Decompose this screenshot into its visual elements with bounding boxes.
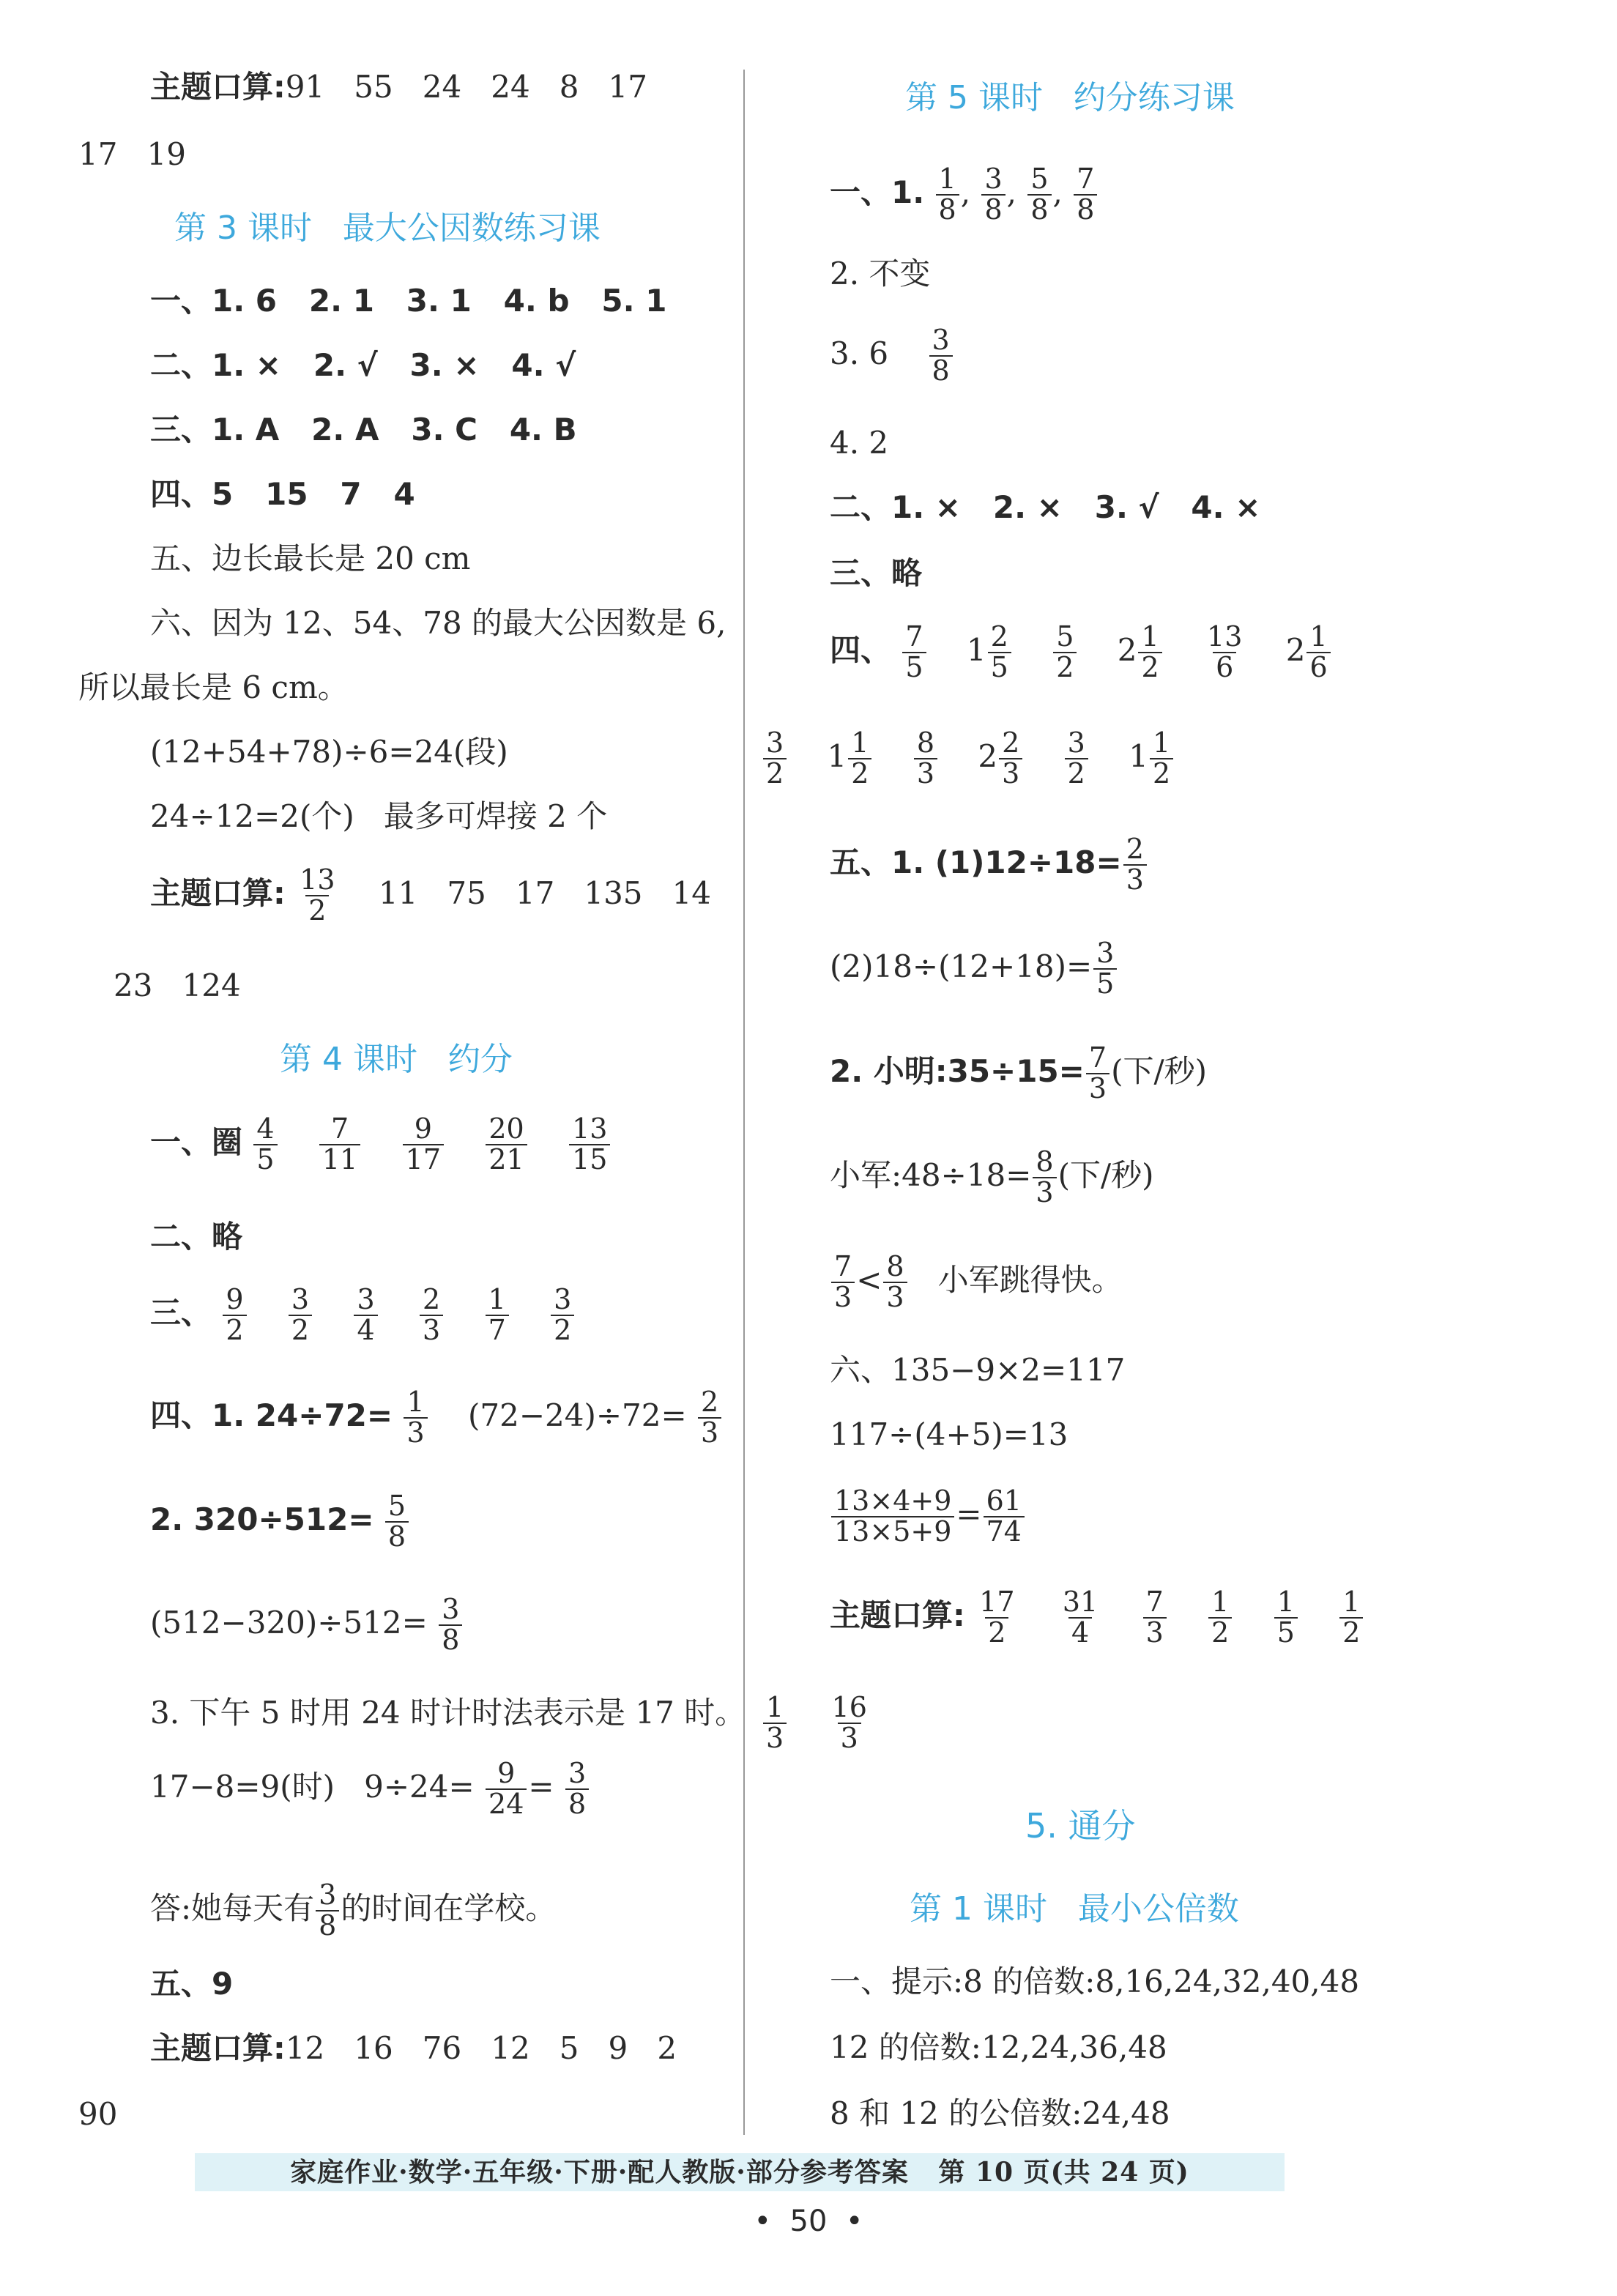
fraction: $\frac{31}{4}$ xyxy=(1062,1586,1099,1649)
oral-calc-line-2: 17 19 xyxy=(78,136,186,172)
answer-c13: $\frac{7}{3}$ < $\frac{8}{3}$ 小军跳得快。 xyxy=(830,1252,1123,1312)
answer-c1: 一、1. $\frac{1}{8}$ , $\frac{3}{8}$ , $\frac{5}{8}$ , $\frac{7}{8}$ xyxy=(830,165,1099,225)
lesson-5-heading: 第 5 课时 约分练习课 xyxy=(905,79,1235,116)
fraction: $\frac{7}{5}$ xyxy=(902,623,926,683)
fraction: $\frac{3}{5}$ xyxy=(1093,939,1117,999)
answer-c5: 二、1. × 2. × 3. √ 4. × xyxy=(830,489,1261,525)
answer-c8: $\frac{3}{2}$ 1 $\frac{1}{2}$ $\frac{8}{3}$ 2 $\frac{2}{3}$ $\frac{3}{2}$ 1 $\frac{1}{2}$ xyxy=(762,729,1175,789)
fraction: $\frac{5}{2}$ xyxy=(1053,623,1077,683)
answer-section-5: 五、边长最长是 20 cm xyxy=(150,540,471,576)
answer-d1: 一、提示:8 的倍数:8,16,24,32,40,48 xyxy=(830,1964,1360,1999)
answer-b10: 五、9 xyxy=(150,1966,234,2002)
answer-c6: 三、略 xyxy=(830,555,923,591)
fraction: $\frac{3}{2}$ xyxy=(763,729,787,789)
answer-section-6-cont: 所以最长是 6 cm。 xyxy=(78,669,349,705)
fraction: $\frac{1}{5}$ xyxy=(1274,1588,1298,1648)
fraction: $\frac{13}{6}$ xyxy=(1207,620,1243,683)
answer-b2: 二、略 xyxy=(150,1219,243,1255)
fraction: $\frac{7}{3}$ xyxy=(1143,1588,1167,1648)
answer-c2: 2. 不变 xyxy=(830,256,931,291)
fraction: $\frac{9}{24}$ xyxy=(486,1759,527,1819)
fraction: $\frac{13}{2}$ xyxy=(300,863,335,926)
fraction: $\frac{13}{15}$ xyxy=(569,1115,610,1175)
answer-c7: 四、 $\frac{7}{5}$ 1 $\frac{2}{5}$ $\frac{5}{2}$ 2 $\frac{1}{2}$ $\frac{13}{6}$ 2 $\frac{1}{6}$ xyxy=(830,623,1332,683)
answer-section-3: 三、1. A 2. A 3. C 4. B xyxy=(150,412,577,447)
oral-calc-line-3 xyxy=(150,863,712,926)
column-divider xyxy=(743,70,745,2135)
oral-calc-values: 91 55 24 24 8 17 xyxy=(285,69,647,105)
fraction: $\frac{1}{6}$ xyxy=(1306,623,1330,683)
fraction: $\frac{1}{8}$ xyxy=(936,165,959,225)
fraction: $\frac{3}{2}$ xyxy=(289,1285,312,1345)
lesson-4-heading: 第 4 课时 约分 xyxy=(280,1041,513,1078)
oral-calc-label: 主题口算: xyxy=(150,874,286,911)
fraction: $\frac{20}{21}$ xyxy=(486,1115,527,1175)
fraction: $\frac{1}{2}$ xyxy=(848,729,871,789)
answer-c3: 3. 6 $\frac{3}{8}$ xyxy=(830,326,954,386)
fraction: $\frac{2}{3}$ xyxy=(999,729,1022,789)
fraction: $\frac{16}{3}$ xyxy=(831,1691,867,1754)
answer-b4: 四、1. 24÷72= $\frac{1}{3}$ (72−24)÷72= $\frac{2}{3}$ xyxy=(150,1388,723,1448)
fraction: $\frac{17}{2}$ xyxy=(979,1586,1015,1649)
fraction: $\frac{3}{8}$ xyxy=(981,165,1005,225)
fraction: $\frac{4}{5}$ xyxy=(253,1115,277,1175)
fraction: $\frac{7}{3}$ xyxy=(831,1252,855,1312)
answer-section-6: 六、因为 12、54、78 的最大公因数是 6, xyxy=(150,605,726,641)
fraction: $\frac{8}{3}$ xyxy=(1033,1148,1056,1208)
answer-c9: 五、1. (1)12÷18= $\frac{2}{3}$ xyxy=(830,835,1148,895)
answer-c11: 2. 小明:35÷15= $\frac{7}{3}$ (下/秒) xyxy=(830,1041,1207,1104)
fraction: $\frac{3}{4}$ xyxy=(354,1285,377,1345)
oral-calc-label: 主题口算: xyxy=(150,69,286,105)
fraction: $\frac{5}{8}$ xyxy=(1027,165,1051,225)
answer-c4: 4. 2 xyxy=(830,425,889,461)
answer-d3: 8 和 12 的公倍数:24,48 xyxy=(830,2095,1170,2131)
fraction: $\frac{8}{3}$ xyxy=(914,729,937,789)
fraction: $\frac{3}{8}$ xyxy=(316,1881,339,1941)
answer-b8: 17−8=9(时) 9÷24= $\frac{9}{24}$ = $\frac{3}{8}$ xyxy=(150,1759,590,1819)
answer-b7: 3. 下午 5 时用 24 时计时法表示是 17 时。 xyxy=(150,1695,746,1731)
fraction: $\frac{3}{8}$ xyxy=(929,326,953,386)
page-number: • 50 • xyxy=(754,2204,863,2238)
answer-c15: 117÷(4+5)=13 xyxy=(830,1416,1068,1452)
fraction: $\frac{9}{17}$ xyxy=(403,1115,444,1175)
fraction: $\frac{3}{8}$ xyxy=(439,1595,462,1655)
fraction: $\frac{2}{3}$ xyxy=(698,1388,721,1448)
fraction: $\frac{2}{5}$ xyxy=(988,623,1011,683)
oral-calc-values: 11 75 17 135 14 xyxy=(378,874,712,911)
answer-b3: 三、 $\frac{9}{2}$ $\frac{3}{2}$ $\frac{3}{4}$ $\frac{2}{3}$ $\frac{1}{7}$ $\frac{3}{2}$ xyxy=(150,1285,576,1345)
fraction: $\frac{1}{3}$ xyxy=(763,1693,787,1753)
answer-section-4: 四、5 15 7 4 xyxy=(150,476,415,512)
answer-b6: (512−320)÷512= $\frac{3}{8}$ xyxy=(150,1595,464,1655)
answer-section-1: 一、1. 6 2. 1 3. 1 4. b 5. 1 xyxy=(150,283,667,319)
oral-calc-line-4: 23 124 xyxy=(114,967,241,1003)
fraction: $\frac{1}{2}$ xyxy=(1138,623,1161,683)
fraction: $\frac{1}{2}$ xyxy=(1339,1588,1363,1648)
fraction: $\frac{2}{3}$ xyxy=(420,1285,443,1345)
fraction: $\frac{3}{2}$ xyxy=(1065,729,1088,789)
fraction: $\frac{5}{8}$ xyxy=(385,1492,409,1552)
fraction: $\frac{7}{11}$ xyxy=(319,1115,360,1175)
fraction: $\frac{8}{3}$ xyxy=(883,1252,907,1312)
answer-section-2: 二、1. × 2. √ 3. × 4. √ xyxy=(150,347,576,383)
page-footer xyxy=(195,2153,1285,2191)
answer-b5: 2. 320÷512= $\frac{5}{8}$ xyxy=(150,1492,410,1552)
fraction: $\frac{13\times 4+9}{13\times 5+9}$ xyxy=(831,1487,954,1547)
answer-c10: (2)18÷(12+18)= $\frac{3}{5}$ xyxy=(830,939,1118,999)
fraction: $\frac{9}{2}$ xyxy=(223,1285,246,1345)
answer-calc-2: 24÷12=2(个) 最多可焊接 2 个 xyxy=(150,798,608,834)
fraction: $\frac{61}{74}$ xyxy=(984,1487,1025,1547)
footer-text: 家庭作业·数学·五年级·下册·配人教版·部分参考答案 第 10 页(共 24 页) xyxy=(290,2157,1189,2188)
fraction: $\frac{3}{2}$ xyxy=(551,1285,574,1345)
oral-calc-line-5: 主题口算:12 16 76 12 5 9 2 xyxy=(150,2030,677,2066)
oral-calc-right-line-2 xyxy=(762,1693,871,1753)
chapter-5-heading: 5. 通分 xyxy=(1025,1806,1136,1846)
lesson-1-heading: 第 1 课时 最小公倍数 xyxy=(910,1890,1239,1928)
fraction: $\frac{1}{2}$ xyxy=(1150,729,1173,789)
answer-c14: 六、135−9×2=117 xyxy=(830,1352,1126,1388)
fraction: $\frac{7}{3}$ xyxy=(1086,1044,1109,1104)
answer-c12: 小军:48÷18= $\frac{8}{3}$ (下/秒) xyxy=(830,1145,1154,1208)
oral-calc-line-6: 90 xyxy=(78,2096,118,2132)
oral-calc-right: 主题口算: $\frac{17}{2}$ $\frac{31}{4}$ $\frac{7}{3}$ $\frac{1}{2}$ $\frac{1}{5}$ $\frac{1}{2}$ xyxy=(830,1588,1364,1648)
fraction: $\frac{1}{7}$ xyxy=(486,1285,509,1345)
answer-c16: $\frac{13\times 4+9}{13\times 5+9}$ = $\frac{61}{74}$ xyxy=(830,1487,1026,1547)
lesson-3-heading: 第 3 课时 最大公因数练习课 xyxy=(174,209,601,247)
fraction: $\frac{3}{8}$ xyxy=(565,1759,589,1819)
oral-calc-line-1 xyxy=(150,69,647,105)
fraction: $\frac{7}{8}$ xyxy=(1074,165,1097,225)
answer-d2: 12 的倍数:12,24,36,48 xyxy=(830,2029,1167,2065)
answer-b9: 答:她每天有 $\frac{3}{8}$ 的时间在学校。 xyxy=(150,1879,557,1942)
answer-b1: 一、圈 $\frac{4}{5}$ $\frac{7}{11}$ $\frac{9}{17}$ $\frac{20}{21}$ $\frac{13}{15}$ xyxy=(150,1115,612,1175)
fraction: $\frac{1}{2}$ xyxy=(1208,1588,1232,1648)
answer-calc-1: (12+54+78)÷6=24(段) xyxy=(150,734,508,770)
fraction: $\frac{2}{3}$ xyxy=(1123,835,1147,895)
fraction: $\frac{1}{3}$ xyxy=(404,1388,427,1448)
